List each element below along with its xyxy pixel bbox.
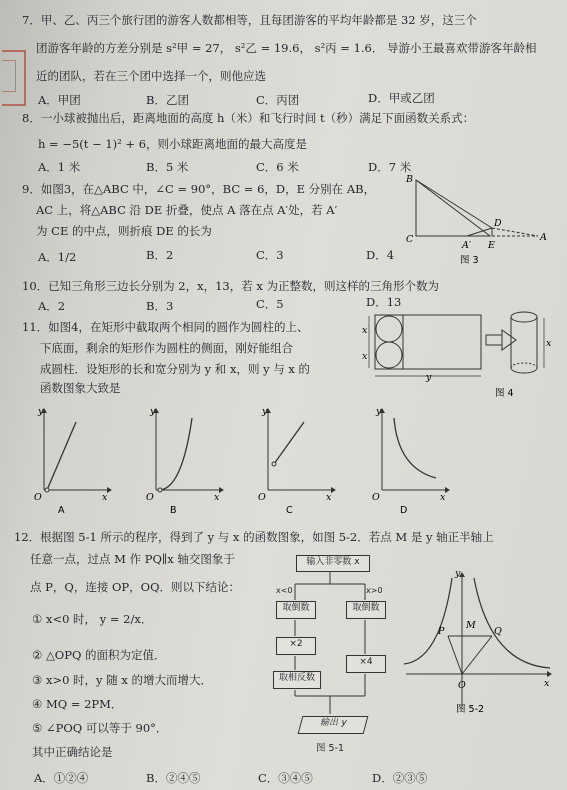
svg-text:x: x	[102, 492, 108, 503]
svg-text:O: O	[34, 492, 42, 503]
flow-output: 输出 y	[298, 716, 369, 734]
fig52-label-o: O	[458, 680, 466, 691]
flow-times2: ×2	[276, 637, 316, 655]
svg-text:O: O	[146, 492, 154, 503]
q10-option-a: A．2	[38, 299, 66, 313]
q9-line1: 9．如图3，在△ABC 中，∠C = 90°，BC = 6，D，E 分别在 AB，	[22, 182, 376, 196]
q10-option-d: D．13	[366, 295, 402, 309]
q10-line1: 10．已知三角形三边长分别为 2，x，13，若 x 为正整数，则这样的三角形个数为	[22, 279, 440, 293]
figure-3-caption: 图 3	[460, 255, 479, 266]
q8-option-d: D．7 米	[368, 160, 412, 174]
q12-option-b: B．②④⑤	[146, 771, 201, 785]
q12-correct-prompt: 其中正确结论是	[32, 745, 113, 759]
figure-4-rectangle-cylinder	[360, 308, 560, 398]
q11-graph-c	[252, 404, 342, 514]
graph-c-label: C	[286, 505, 293, 514]
q9-option-a: A．1/2	[38, 250, 77, 264]
q7-line2: 团游客年龄的方差分别是 s²甲 = 27， s²乙 = 19.6， s²丙 = 1.6． 导游小王最喜欢带游客年龄相	[36, 41, 537, 55]
q10-option-c: C．5	[256, 297, 284, 311]
q12-conclusion-3: ③ x>0 时，y 随 x 的增大而增大．	[32, 673, 213, 687]
q8-line1: 8．一小球被抛出后，距离地面的高度 h（米）和飞行时间 t（秒）满足下面函数关系式：	[22, 111, 475, 125]
svg-text:y: y	[150, 406, 156, 417]
svg-text:y: y	[38, 406, 44, 417]
fig3-label-c: C	[406, 234, 414, 245]
svg-text:y: y	[262, 406, 268, 417]
fig3-label-e: E	[488, 240, 495, 251]
q12-line1: 12．根据图 5-1 所示的程序，得到了 y 与 x 的函数图象，如图 5-2．若点 M 是 y 轴正半轴上	[14, 530, 494, 544]
q11-graph-a	[28, 404, 118, 514]
q11-line1: 11．如图4，在矩形中截取两个相同的圆作为圆柱的上、	[22, 320, 309, 334]
red-stamp-inner	[2, 60, 16, 92]
flow-label-pos: x>0	[366, 586, 383, 595]
q12-conclusion-5: ⑤ ∠POQ 可以等于 90°．	[32, 721, 168, 735]
graph-d-label: D	[400, 505, 408, 514]
figure-5-2-graph	[400, 566, 560, 716]
q11-line3: 成圆柱．设矩形的长和宽分别为 y 和 x，则 y 与 x 的	[40, 362, 311, 376]
svg-text:y: y	[376, 406, 382, 417]
fig4-dim-x-bottom: x	[362, 351, 368, 362]
figure-5-2-caption: 图 5-2	[456, 704, 485, 715]
svg-text:x: x	[440, 492, 446, 503]
figure-4-caption: 图 4	[495, 388, 514, 398]
flow-input-box: 输入非零数 x	[296, 555, 370, 572]
svg-text:x: x	[544, 678, 550, 689]
q12-line2: 任意一点，过点 M 作 PQ∥x 轴交图象于	[30, 552, 235, 566]
q10-option-b: B．3	[146, 299, 174, 313]
q8-line2: h = −5(t − 1)² + 6，则小球距离地面的最大高度是	[38, 137, 308, 151]
svg-text:O: O	[258, 492, 266, 503]
flow-recip-right: 取倒数	[346, 601, 386, 619]
fig4-dim-y: y	[426, 372, 432, 383]
q11-line2: 下底面，剩余的矩形作为圆柱的侧面，刚好能组合	[40, 341, 293, 355]
fig52-label-p: P	[438, 626, 445, 637]
flow-label-neg: x<0	[276, 586, 293, 595]
flow-times4: ×4	[346, 655, 386, 673]
q12-option-a: A．①②④	[34, 771, 89, 785]
q8-option-b: B．5 米	[146, 160, 189, 174]
fig4-dim-x-top: x	[362, 325, 368, 336]
q9-option-c: C．3	[256, 248, 284, 262]
q8-option-a: A．1 米	[38, 160, 81, 174]
svg-text:x: x	[214, 492, 220, 503]
q12-option-c: C．③④⑤	[258, 771, 313, 785]
q8-option-c: C．6 米	[256, 160, 299, 174]
q12-conclusion-4: ④ MQ = 2PM．	[32, 697, 123, 711]
fig52-label-q: Q	[494, 626, 502, 637]
q9-line3: 为 CE 的中点，则折痕 DE 的长为	[36, 224, 212, 238]
flow-recip-left: 取倒数	[276, 601, 316, 619]
q11-graph-d	[366, 404, 456, 514]
graph-b-label: B	[170, 505, 177, 514]
q7-option-a: A．甲团	[38, 93, 81, 107]
fig3-label-d: D	[494, 218, 502, 229]
svg-text:x: x	[326, 492, 332, 503]
figure-3-triangle	[400, 170, 560, 268]
q9-line2: AC 上，将△ABC 沿 DE 折叠，使点 A 落在点 A′处，若 A′	[36, 203, 338, 217]
svg-text:y: y	[455, 568, 461, 579]
q7-line3: 近的团队，若在三个团中选择一个，则他应选	[36, 69, 266, 83]
fig4-dim-x-cyl: x	[546, 338, 552, 349]
fig3-label-aprime: A′	[462, 240, 472, 251]
q7-line1: 7．甲、乙、丙三个旅行团的游客人数都相等，且每团游客的平均年龄都是 32 岁，这三个	[22, 13, 477, 27]
q11-line4: 函数图象大致是	[40, 381, 121, 395]
q7-option-d: D．甲或乙团	[368, 91, 435, 105]
q12-option-d: D．②③⑤	[372, 771, 428, 785]
flow-opposite: 取相反数	[273, 671, 321, 689]
q7-option-c: C．丙团	[256, 93, 300, 107]
fig52-label-m: M	[466, 620, 476, 631]
fig3-label-b: B	[406, 174, 413, 185]
graph-a-label: A	[58, 505, 65, 514]
svg-text:O: O	[372, 492, 380, 503]
fig3-label-a: A	[540, 232, 547, 243]
figure-5-1-caption: 图 5-1	[316, 743, 345, 754]
q11-graph-b	[140, 404, 230, 514]
q12-conclusion-1: ① x<0 时， y = 2/x．	[32, 612, 153, 626]
q9-option-b: B．2	[146, 248, 174, 262]
q9-option-d: D．4	[366, 248, 395, 262]
q12-conclusion-2: ② △OPQ 的面积为定值．	[32, 648, 166, 662]
q7-option-b: B．乙团	[146, 93, 189, 107]
q12-line3: 点 P，Q，连接 OP，OQ．则以下结论：	[30, 580, 240, 594]
